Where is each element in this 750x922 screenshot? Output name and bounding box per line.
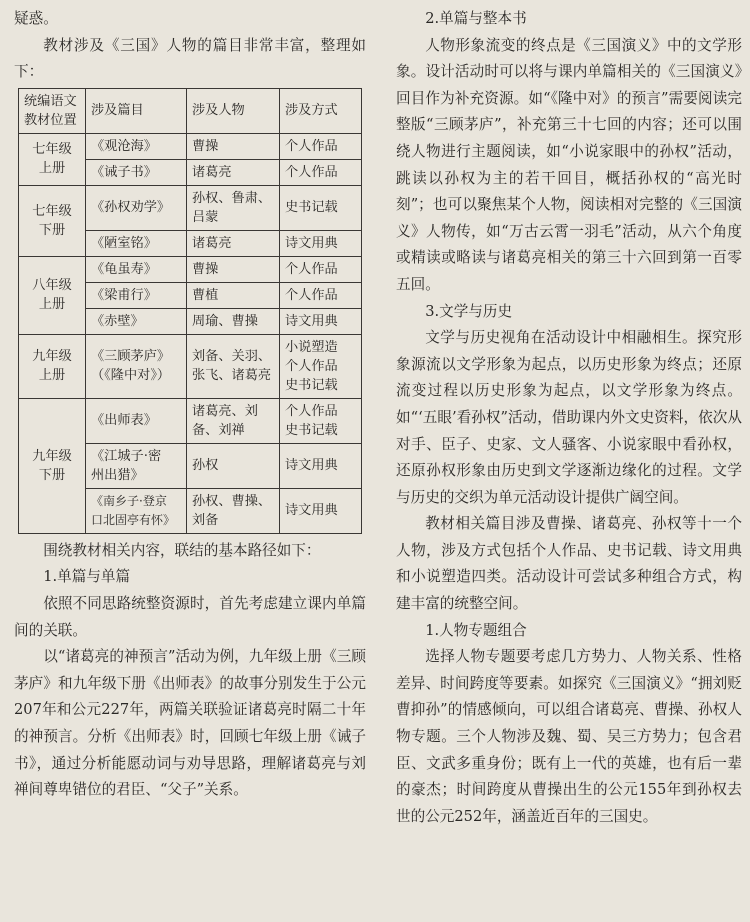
table-header-cell: 统编语文 教材位置 — [19, 88, 86, 133]
table-header-row — [19, 88, 362, 133]
grade-cell: 七年级 下册 — [19, 185, 86, 256]
mode-cell: 小说塑造 个人作品 史书记载 — [280, 334, 362, 398]
grade-cell: 八年级 上册 — [19, 256, 86, 334]
paragraph: 人物形象流变的终点是《三国演义》中的文学形象。设计活动时可以将与课内单篇相关的《三国演义》回目作为补充资源。如“《隆中对》的预言”需要阅读完整版“三顾茅庐”，补充第三十七回的内容；还可以围绕人物进行主题阅读，如“小说家眼中的孙权”活动，跳读以孙权为主的若干回目，概括孙权的“高光时刻”；也可以聚焦某个人物，阅读相对完整的《三国演义》人物传，如“万古云霄一羽毛”活动，从六个角度或精读或略读与诸葛亮相关的第三十六回到第一百零五回。 — [396, 36, 742, 293]
mode-cell: 个人作品 — [280, 256, 362, 282]
mode-cell: 史书记载 — [280, 185, 362, 230]
piece-cell: 《赤壁》 — [86, 308, 187, 334]
people-cell: 曹操 — [187, 133, 280, 159]
piece-cell: 《观沧海》 — [86, 133, 187, 159]
mode-cell: 个人作品 史书记载 — [280, 398, 362, 443]
textbook-table — [18, 88, 362, 534]
paragraph: 围绕教材相关内容，联结的基本路径如下： — [43, 541, 321, 559]
table-row — [19, 256, 362, 282]
people-cell: 周瑜、曹操 — [187, 308, 280, 334]
piece-cell: 《诫子书》 — [86, 159, 187, 185]
section-heading: 1.单篇与单篇 — [43, 568, 131, 586]
piece-cell: 《出师表》 — [86, 398, 187, 443]
mode-cell: 个人作品 — [280, 159, 362, 185]
people-cell: 诸葛亮 — [187, 159, 280, 185]
paragraph: 疑惑。 — [14, 10, 58, 27]
piece-cell: 《三顾茅庐》 （《隆中对》） — [86, 334, 187, 398]
table-row — [19, 398, 362, 443]
mode-cell: 个人作品 — [280, 133, 362, 159]
people-cell: 诸葛亮、刘 备、刘禅 — [187, 398, 280, 443]
piece-cell: 《南乡子·登京 口北固亭有怀》 — [86, 488, 187, 533]
piece-cell: 《孙权劝学》 — [86, 185, 187, 230]
paragraph: 文学与历史视角在活动设计中相融相生。探究形象源流以文学形象为起点，以历史形象为终点；还原流变过程以历史形象为起点，以文学形象为终点。如“‘五眼’看孙权”活动，借助课内外文史资料，依次从对手、臣子、史家、文人骚客、小说家眼中看孙权，还原孙权形象由历史到文学逐渐边缘化的过程。文学与历史的交织为单元活动设计提供广阔空间。 — [396, 329, 742, 506]
table-row — [19, 133, 362, 159]
people-cell: 孙权、曹操、 刘备 — [187, 488, 280, 533]
table-row — [19, 185, 362, 230]
people-cell: 孙权、鲁肃、 吕蒙 — [187, 185, 280, 230]
people-cell: 曹操 — [187, 256, 280, 282]
grade-cell: 九年级 下册 — [19, 398, 86, 533]
mode-cell: 诗文用典 — [280, 230, 362, 256]
mode-cell: 诗文用典 — [280, 443, 362, 488]
paragraph: 选择人物专题要考虑几方势力、人物关系、性格差异、时间跨度等要素。如探究《三国演义》“拥刘贬曹抑孙”的情感倾向，可以组合诸葛亮、曹操、孙权人物专题。三个人物涉及魏、蜀、吴三方势力；包含君臣、文武多重身份；既有上一代的英雄，也有后一辈的豪杰；时间跨度从曹操出生的公元155年到孙权去世的公元252年，涵盖近百年的三国史。 — [396, 648, 742, 825]
people-cell: 孙权 — [187, 443, 280, 488]
mode-cell: 诗文用典 — [280, 488, 362, 533]
table-header-cell: 涉及篇目 — [86, 88, 187, 133]
people-cell: 诸葛亮 — [187, 230, 280, 256]
table-row — [19, 334, 362, 398]
paragraph: 以“诸葛亮的神预言”活动为例，九年级上册《三顾茅庐》和九年级下册《出师表》的故事分别发生于公元207年和公元227年，两篇关联验证诸葛亮时隔二十年的神预言。分析《出师表》时，回顾七年级上册《诫子书》，通过分析能愿动词与劝导思路，理解诸葛亮与刘禅间尊卑错位的君臣、“父子”关系。 — [14, 648, 366, 799]
piece-cell: 《龟虽寿》 — [86, 256, 187, 282]
left-column — [14, 6, 366, 804]
piece-cell: 《江城子·密 州出猎》 — [86, 443, 187, 488]
piece-cell: 《陋室铭》 — [86, 230, 187, 256]
right-column — [396, 6, 742, 830]
piece-cell: 《梁甫行》 — [86, 282, 187, 308]
paragraph: 教材涉及《三国》人物的篇目非常丰富，整理如下： — [14, 36, 366, 81]
people-cell: 曹植 — [187, 282, 280, 308]
section-heading: 2.单篇与整本书 — [425, 10, 527, 27]
mode-cell: 个人作品 — [280, 282, 362, 308]
grade-cell: 七年级 上册 — [19, 133, 86, 185]
table-header-cell: 涉及人物 — [187, 88, 280, 133]
paragraph: 依照不同思路统整资源时，首先考虑建立课内单篇间的关联。 — [14, 594, 366, 639]
paragraph: 教材相关篇目涉及曹操、诸葛亮、孙权等十一个人物，涉及方式包括个人作品、史书记载、诗文用典和小说塑造四类。活动设计可尝试多种组合方式，构建丰富的统整空间。 — [396, 515, 742, 613]
mode-cell: 诗文用典 — [280, 308, 362, 334]
grade-cell: 九年级 上册 — [19, 334, 86, 398]
section-heading: 3.文学与历史 — [425, 302, 513, 320]
section-heading: 1.人物专题组合 — [425, 621, 527, 639]
table-header-cell: 涉及方式 — [280, 88, 362, 133]
people-cell: 刘备、关羽、 张飞、诸葛亮 — [187, 334, 280, 398]
